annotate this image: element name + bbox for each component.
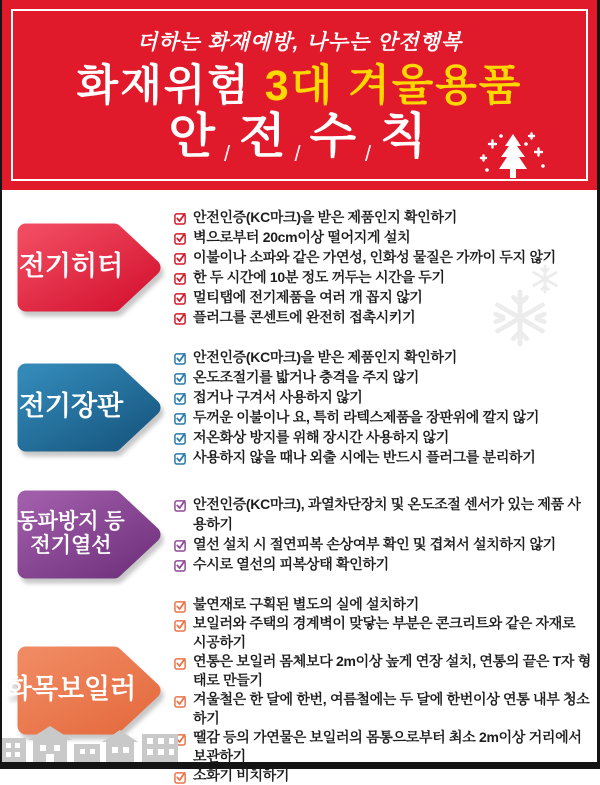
section-label-line: 전기히터 — [18, 251, 124, 282]
safety-rule-item — [174, 766, 591, 785]
header-tagline: 더하는 화재예방, 나누는 안전행복 — [136, 31, 463, 54]
safety-rule-item — [174, 227, 591, 247]
checkbox-check-icon — [174, 538, 187, 552]
safety-rule-item — [174, 494, 591, 534]
section-label — [14, 219, 128, 316]
safety-rule-item — [174, 347, 591, 367]
safety-rules-list — [174, 494, 597, 574]
safety-rule-item — [174, 690, 591, 728]
safety-rule-item — [174, 207, 591, 227]
checkbox-check-icon — [174, 694, 187, 708]
safety-rule-item — [174, 447, 591, 467]
poster-title — [2, 64, 597, 109]
section-label — [14, 486, 128, 583]
checkbox-check-icon — [174, 351, 187, 365]
subtitle-slash: / — [223, 141, 235, 167]
safety-rule-text: 사용하지 않을 때나 외출 시에는 반드시 플러그를 분리하기 — [193, 449, 536, 465]
safety-rule-text: 땔감 등의 가연물은 보일러의 몸통으로부터 최소 2m이상 거리에서 보관하기 — [193, 729, 582, 764]
section-label-line: 화목보일러 — [5, 674, 137, 705]
checkbox-check-icon — [174, 231, 187, 245]
safety-rule-item — [174, 554, 591, 574]
safety-rule-item — [174, 267, 591, 287]
checkbox-check-icon — [174, 498, 187, 512]
safety-rule-text: 안전인증(KC마크)을 받은 제품인지 확인하기 — [193, 349, 457, 365]
safety-rule-item — [174, 407, 591, 427]
checkbox-check-icon — [174, 411, 187, 425]
section-label-line: 전기장판 — [18, 391, 124, 422]
subtitle-char: 칙 — [380, 110, 431, 164]
safety-rule-text: 저온화상 방지를 위해 장시간 사용하지 않기 — [193, 429, 449, 445]
safety-section — [2, 343, 597, 471]
safety-rule-item — [174, 307, 591, 327]
checkbox-check-icon — [174, 291, 187, 305]
section-arrow-column — [2, 359, 174, 456]
safety-sections — [2, 202, 597, 785]
checkbox-check-icon — [174, 251, 187, 265]
safety-rule-text: 두꺼운 이불이나 요, 특히 라텍스제품을 장판위에 깔지 않기 — [193, 409, 540, 425]
checkbox-check-icon — [174, 311, 187, 325]
checkbox-check-icon — [174, 211, 187, 225]
safety-rule-text: 안전인증(KC마크)을 받은 제품인지 확인하기 — [193, 209, 457, 225]
poster-header — [2, 0, 597, 190]
safety-rule-text: 온도조절기를 밟거나 충격을 주지 않기 — [193, 369, 419, 385]
subtitle-char: 전 — [239, 110, 290, 164]
safety-rule-item — [174, 427, 591, 447]
safety-rule-item — [174, 595, 591, 614]
checkbox-check-icon — [174, 656, 187, 670]
safety-rule-item — [174, 367, 591, 387]
subtitle-char: 안 — [168, 110, 219, 164]
section-label-line: 동파방지 등 — [17, 509, 125, 533]
safety-rule-item — [174, 652, 591, 690]
checkbox-check-icon — [174, 618, 187, 632]
checkbox-check-icon — [174, 558, 187, 572]
safety-rule-item — [174, 287, 591, 307]
christmas-tree-icon — [477, 130, 549, 182]
safety-rule-text: 소화기 비치하기 — [193, 767, 290, 783]
subtitle-slash: / — [294, 141, 305, 167]
safety-rule-text: 플러그를 콘센트에 완전히 접촉시키기 — [193, 309, 416, 325]
section-arrow-badge — [12, 359, 164, 456]
title-part-yellow: 3대 겨울용품 — [264, 62, 523, 110]
section-label — [14, 359, 128, 456]
section-arrow-column — [2, 219, 174, 316]
safety-rules-list — [174, 595, 597, 785]
checkbox-check-icon — [174, 391, 187, 405]
safety-rule-text: 벽으로부터 20cm이상 떨어지게 설치 — [193, 229, 411, 245]
safety-rule-text: 불연재로 구획된 별도의 실에 설치하기 — [193, 596, 419, 612]
safety-section — [2, 202, 597, 332]
safety-rule-text: 접거나 구겨서 사용하지 않기 — [193, 389, 363, 405]
checkbox-check-icon — [174, 271, 187, 285]
safety-rules-list — [174, 347, 597, 467]
safety-rules-list — [174, 207, 597, 327]
subtitle-char: 수 — [309, 110, 360, 164]
safety-rule-text: 수시로 열선의 피복상태 확인하기 — [193, 556, 389, 572]
title-part-white: 화재위험 — [76, 62, 251, 110]
checkbox-check-icon — [174, 371, 187, 385]
section-label-line: 전기열선 — [30, 534, 112, 557]
checkbox-check-icon — [174, 599, 187, 613]
safety-section — [2, 481, 597, 587]
safety-rule-text: 열선 설치 시 절연피복 손상여부 확인 및 겹쳐서 설치하지 않기 — [193, 536, 556, 552]
safety-rule-text: 겨울철은 한 달에 한번, 여름철에는 두 달에 한번이상 연통 내부 청소하기 — [193, 691, 590, 726]
checkbox-check-icon — [174, 770, 187, 784]
safety-rule-item — [174, 247, 591, 267]
safety-rule-text: 멀티탭에 전기제품을 여러 개 꼽지 않기 — [193, 289, 423, 305]
safety-rule-item — [174, 728, 591, 766]
section-arrow-badge — [12, 486, 164, 583]
safety-rule-text: 안전인증(KC마크), 과열차단장치 및 온도조절 센서가 있는 제품 사용하기 — [193, 496, 581, 532]
subtitle-slash: / — [364, 141, 376, 167]
checkbox-check-icon — [174, 451, 187, 465]
houses-skyline-icon — [2, 722, 202, 762]
safety-rule-item — [174, 534, 591, 554]
safety-rule-text: 이불이나 소파와 같은 가연성, 인화성 물질은 가까이 두지 않기 — [193, 249, 556, 265]
section-arrow-column — [2, 486, 174, 583]
safety-rule-text: 보일러와 주택의 경계벽이 맞닿는 부분은 콘크리트와 같은 자재로 시공하기 — [193, 615, 576, 650]
safety-rule-item — [174, 614, 591, 652]
safety-rule-text: 한 두 시간에 10분 정도 꺼두는 시간을 두기 — [193, 269, 445, 285]
checkbox-check-icon — [174, 431, 187, 445]
safety-rule-item — [174, 387, 591, 407]
safety-rule-text: 연통은 보일러 몸체보다 2m이상 높게 연장 설치, 연통의 끝은 T자 형태로 만들기 — [193, 653, 591, 688]
section-arrow-badge — [12, 219, 164, 316]
